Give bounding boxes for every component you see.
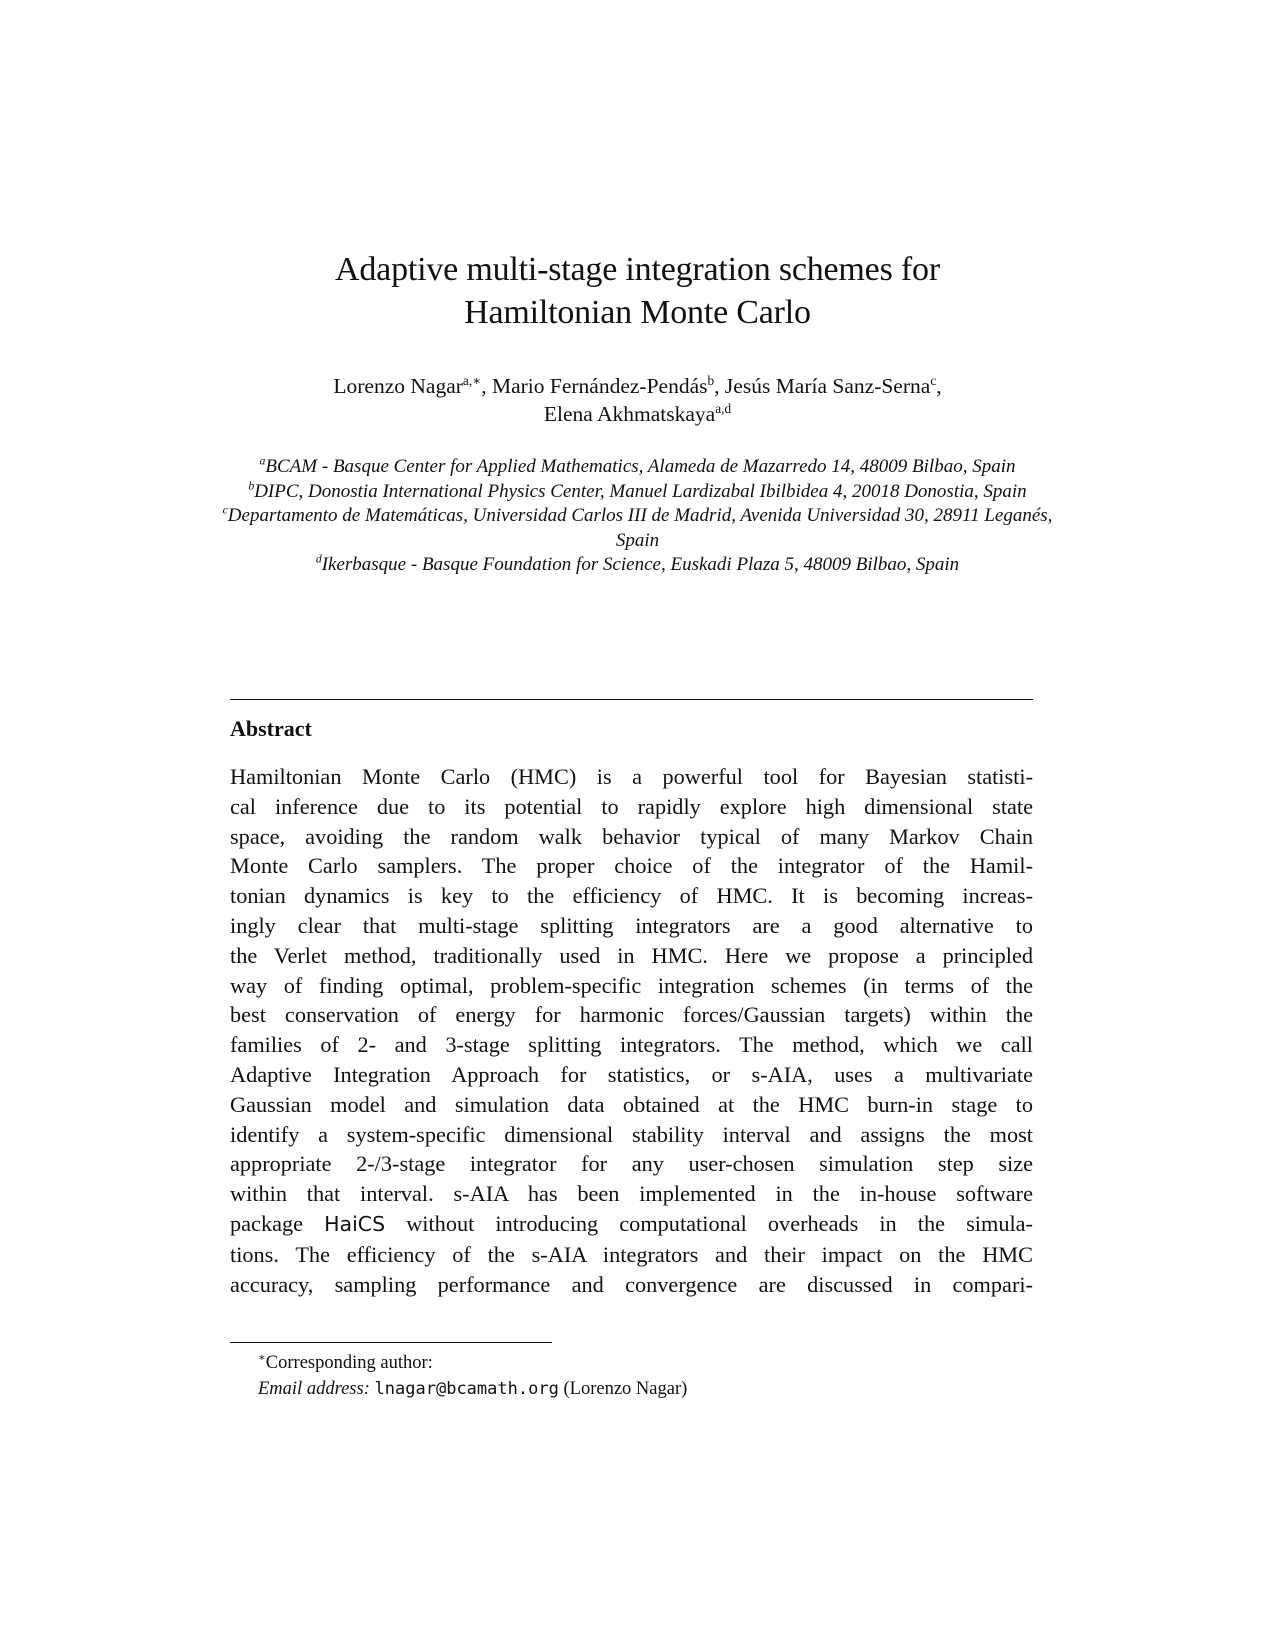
abstract-line: within that interval. s-AIA has been implemented in the in-house software [230,1181,1033,1207]
abstract-line: Gaussian model and simulation data obtained at the HMC burn-in stage to [230,1091,1033,1117]
author: Elena Akhmatskaya$^{a,d}$ [543,400,732,426]
abstract-line: tions. The efficiency of the s-AIA integrators and their impact on the HMC [230,1241,1033,1267]
affiliation-list [220,455,1055,578]
author: Mario Fernández-Pendás$^b$ [491,372,715,398]
affiliation: $^c$Departamento de Matemáticas, Universidad Carlos III de Madrid, Avenida Universidad 30, 28911 Leganés, Spain [222,503,1053,551]
abstract-line: space, avoiding the random walk behavior typical of many Markov Chain [230,823,1033,849]
footnote-email: Email address: lnagar@bcamath.org (Lorenzo Nagar) [258,1379,688,1399]
abstract-line: the Verlet method, traditionally used in HMC. Here we propose a principled [230,942,1033,968]
author: Lorenzo Nagar$^{a,∗}$ [333,372,482,398]
abstract-body [230,762,1033,1299]
abstract-line: tonian dynamics is key to the efficiency of HMC. It is becoming increas- [230,883,1033,909]
title-line-2: Hamiltonian Monte Carlo [464,294,811,331]
affiliation: $^d$Ikerbasque - Basque Foundation for Science, Euskadi Plaza 5, 48009 Bilbao, Spain [315,552,960,575]
author-list: Lorenzo Nagar$^{a,∗}$, Mario Fernández-Pendás$^b$, Jesús María Sanz-Serna$^c$, Elena Akhmatskaya$^{a,d}$ [333,372,942,426]
abstract-line: appropriate 2-/3-stage integrator for any user-chosen simulation step size [230,1151,1033,1177]
title-line-1: Adaptive multi-stage integration schemes for [335,251,940,288]
abstract-line: package HaiCS without introducing computational overheads in the simula- [230,1210,1033,1236]
affiliation: $^a$BCAM - Basque Center for Applied Mathematics, Alameda de Mazarredo 14, 48009 Bilbao, Spain [259,454,1016,477]
abstract-line: Hamiltonian Monte Carlo (HMC) is a powerful tool for Bayesian statisti- [230,764,1033,789]
footnote-corresponding: ∗Corresponding author: [258,1351,433,1373]
footnote-divider [230,1342,552,1343]
affiliation: $^b$DIPC, Donostia International Physics Center, Manuel Lardizabal Ibilbidea 4, 20018 Donostia, Spain [248,479,1027,502]
abstract-line: ingly clear that multi-stage splitting integrators are a good alternative to [230,912,1033,938]
abstract-line: cal inference due to its potential to rapidly explore high dimensional state [230,793,1033,819]
abstract-line: Adaptive Integration Approach for statistics, or s-AIA, uses a multivariate [230,1061,1033,1087]
paper-title [200,248,1075,334]
abstract-line: families of 2- and 3-stage splitting integrators. The method, which we call [230,1032,1033,1058]
abstract-heading: Abstract [230,716,312,741]
abstract-divider [230,699,1033,700]
footnote [258,1350,1018,1402]
software-name: HaiCS [324,1211,386,1236]
author: Jesús María Sanz-Serna$^c$ [724,372,937,398]
abstract-line: accuracy, sampling performance and convergence are discussed in compari- [230,1271,1033,1297]
abstract-line: way of finding optimal, problem-specific integration schemes (in terms of the [230,972,1033,998]
abstract-line: Monte Carlo samplers. The proper choice of the integrator of the Hamil- [230,853,1033,879]
email-link[interactable]: lnagar@bcamath.org [374,1379,559,1399]
abstract-line: identify a system-specific dimensional stability interval and assigns the most [230,1121,1033,1147]
abstract-line: best conservation of energy for harmonic forces/Gaussian targets) within the [230,1002,1033,1028]
